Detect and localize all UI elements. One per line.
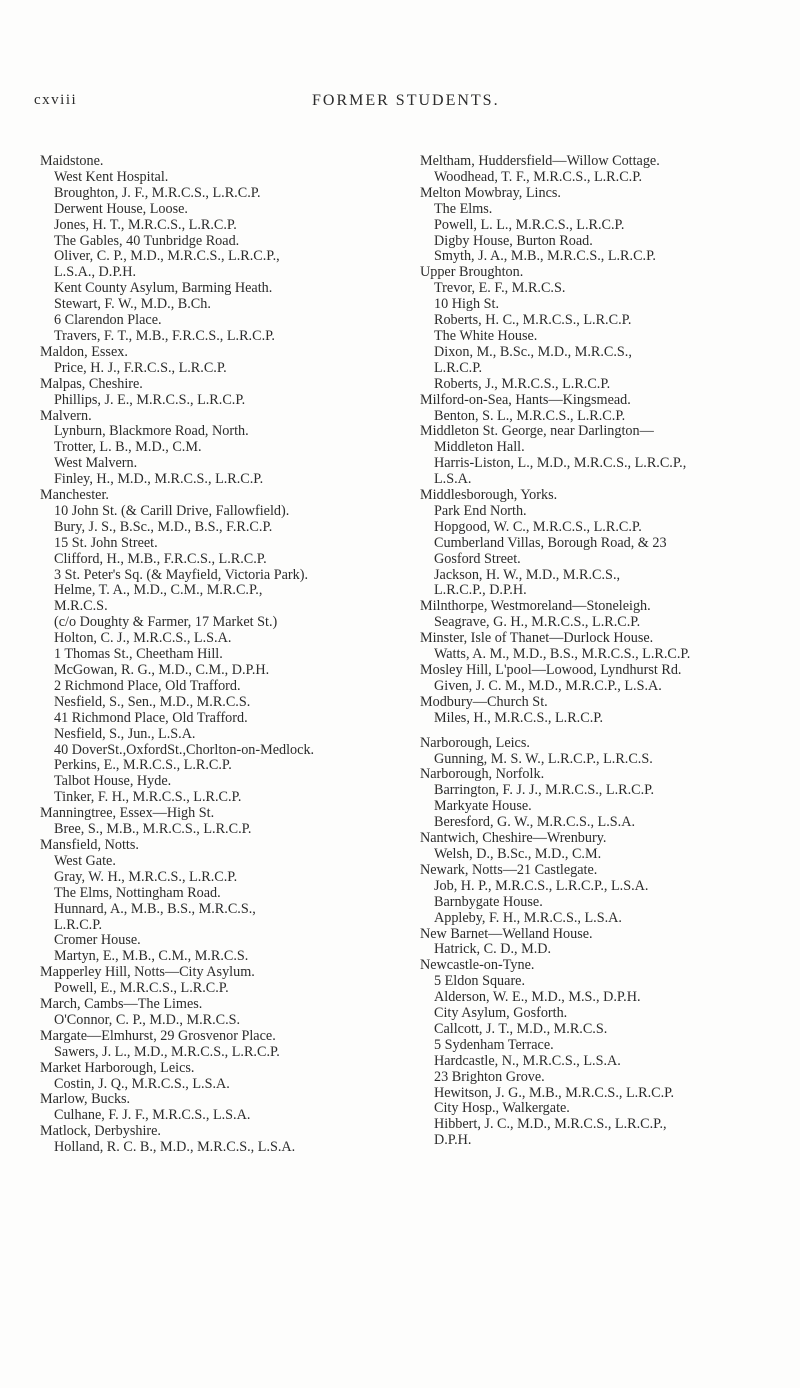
entry-line: 23 Brighton Grove. [434,1068,545,1085]
entry-line: L.R.C.P., D.P.H. [434,582,527,599]
entry-line: Price, H. J., F.R.C.S., L.R.C.P. [54,359,227,376]
place-heading: Meltham, Huddersfield—Willow Cottage. [420,153,660,169]
entry-line: West Kent Hospital. [54,168,169,185]
place-heading: Narborough, Norfolk. [420,766,545,783]
entry-line: Culhane, F. J. F., M.R.C.S., L.S.A. [54,1107,251,1124]
entry-line: Derwent House, Loose. [54,200,188,217]
entry-line: Alderson, W. E., M.D., M.S., D.P.H. [434,989,641,1006]
entry-line: Beresford, G. W., M.R.C.S., L.S.A. [434,814,635,831]
entry-line: L.R.C.P. [54,916,103,933]
entry-line: Holland, R. C. B., M.D., M.R.C.S., L.S.A. [54,1139,296,1156]
entry-line: Tinker, F. H., M.R.C.S., L.R.C.P. [54,789,242,806]
entry-line: The Elms. [434,200,493,217]
entry-line: Callcott, J. T., M.D., M.R.C.S. [434,1020,608,1037]
entry-line: The Gables, 40 Tunbridge Road. [54,232,240,249]
right-column [420,154,782,1149]
place-heading: Middlesborough, Yorks. [420,487,558,504]
entry-line: 3 St. Peter's Sq. (& Mayfield, Victoria Park). [54,566,309,583]
place-heading: Matlock, Derbyshire. [40,1123,161,1140]
entry-line: Welsh, D., B.Sc., M.D., C.M. [434,845,602,862]
entry-line: Hunnard, A., M.B., B.S., M.R.C.S., [54,900,256,917]
entry-line: Job, H. P., M.R.C.S., L.R.C.P., L.S.A. [434,877,649,894]
entry-line: 41 Richmond Place, Old Trafford. [54,709,248,726]
place-heading: Newark, Notts—21 Castlegate. [420,861,598,878]
place-heading: Narborough, Leics. [420,734,530,751]
entry-line: Kent County Asylum, Barming Heath. [54,280,273,297]
entry-line: Cromer House. [54,932,141,949]
entry-line: Hatrick, C. D., M.D. [434,941,552,958]
place-heading: Upper Broughton. [420,264,524,281]
entry-line: Barrington, F. J. J., M.R.C.S., L.R.C.P. [434,782,654,799]
entry-line: Finley, H., M.D., M.R.C.S., L.R.C.P. [54,471,264,488]
entry-line: Martyn, E., M.B., C.M., M.R.C.S. [54,948,249,965]
page-number: cxviii [34,92,78,108]
entry-line: West Malvern. [54,455,138,472]
entry-line: Watts, A. M., M.D., B.S., M.R.C.S., L.R.C.P. [434,646,691,663]
entry-line: Middleton Hall. [434,439,525,456]
place-heading: Malpas, Cheshire. [40,375,143,392]
entry-line: Talbot House, Hyde. [54,773,172,790]
entry-line: Jackson, H. W., M.D., M.R.C.S., [434,566,621,583]
entry-line: 5 Eldon Square. [434,973,526,990]
place-heading: Middleton St. George, near Darlington— [420,423,654,440]
entry-line: Markyate House. [434,798,532,815]
place-heading: Maldon, Essex. [40,343,128,360]
place-heading: Market Harborough, Leics. [40,1059,195,1076]
entry-line: Trevor, E. F., M.R.C.S. [434,280,566,297]
entry-line: Costin, J. Q., M.R.C.S., L.S.A. [54,1075,230,1092]
place-heading: Newcastle-on-Tyne. [420,957,535,974]
entry-line: 2 Richmond Place, Old Trafford. [54,677,241,694]
entry-line: Woodhead, T. F., M.R.C.S., L.R.C.P. [434,168,643,185]
entry-line: City Hosp., Walkergate. [434,1100,570,1117]
entry-line: Gray, W. H., M.R.C.S., L.R.C.P. [54,868,238,885]
entry-line: Broughton, J. F., M.R.C.S., L.R.C.P. [54,184,261,201]
place-heading: March, Cambs—The Limes. [40,996,203,1013]
entry-line: Barnbygate House. [434,893,543,910]
entry-line: O'Connor, C. P., M.D., M.R.C.S. [54,1011,241,1028]
entry-line: 10 High St. [434,296,500,313]
place-heading: Mosley Hill, L'pool—Lowood, Lyndhurst Rd. [420,662,682,678]
entry-line: Park End North. [434,502,527,519]
entry-line: Cumberland Villas, Borough Road, & 23 [434,534,667,551]
entry-line: L.S.A. [434,471,472,488]
entry-line: Roberts, J., M.R.C.S., L.R.C.P. [434,375,611,392]
entry-line: L.R.C.P. [434,359,483,376]
entry-line: Phillips, J. E., M.R.C.S., L.R.C.P. [54,391,246,408]
place-heading: Manchester. [40,487,109,504]
entry-line: The White House. [434,327,538,344]
entry-line: Miles, H., M.R.C.S., L.R.C.P. [434,709,604,726]
entry-line: 6 Clarendon Place. [54,312,162,329]
entry-line: McGowan, R. G., M.D., C.M., D.P.H. [54,662,270,678]
entry-line: Hopgood, W. C., M.R.C.S., L.R.C.P. [434,518,642,535]
entry-line: Appleby, F. H., M.R.C.S., L.S.A. [434,909,622,926]
entry-line: Holton, C. J., M.R.C.S., L.S.A. [54,630,232,647]
entry-line: Lynburn, Blackmore Road, North. [54,423,249,440]
entry-line: Bury, J. S., B.Sc., M.D., B.S., F.R.C.P. [54,518,273,535]
entry-line: Hewitson, J. G., M.B., M.R.C.S., L.R.C.P. [434,1084,675,1101]
place-heading: Modbury—Church St. [420,693,548,710]
entry-line: Hardcastle, N., M.R.C.S., L.S.A. [434,1052,621,1069]
place-heading: Manningtree, Essex—High St. [40,805,215,822]
entry-line: 40 DoverSt.,OxfordSt.,Chorlton-on-Medlock. [54,741,315,758]
entry-line: Digby House, Burton Road. [434,232,593,249]
page-title: FORMER STUDENTS. [312,92,500,109]
place-heading: Melton Mowbray, Lincs. [420,184,561,201]
entry-line: The Elms, Nottingham Road. [54,884,221,901]
place-heading: Minster, Isle of Thanet—Durlock House. [420,630,654,647]
entry-line: West Gate. [54,852,116,869]
entry-line: (c/o Doughty & Farmer, 17 Market St.) [54,614,278,631]
entry-line: Clifford, H., M.B., F.R.C.S., L.R.C.P. [54,550,267,567]
entry-line: L.S.A., D.P.H. [54,264,136,281]
entry-line: Stewart, F. W., M.D., B.Ch. [54,296,211,313]
entry-line: Jones, H. T., M.R.C.S., L.R.C.P. [54,216,237,233]
entry-line: Nesfield, S., Sen., M.D., M.R.C.S. [54,693,251,710]
entry-line: Sawers, J. L., M.D., M.R.C.S., L.R.C.P. [54,1043,280,1060]
entry-line: Perkins, E., M.R.C.S., L.R.C.P. [54,757,232,774]
place-heading: Marlow, Bucks. [40,1091,131,1108]
running-head [34,92,794,116]
entry-line: Smyth, J. A., M.B., M.R.C.S., L.R.C.P. [434,248,656,265]
place-heading: Mansfield, Notts. [40,836,139,853]
entry-line: Given, J. C. M., M.D., M.R.C.P., L.S.A. [434,677,662,694]
entry-line: Powell, E., M.R.C.S., L.R.C.P. [54,980,229,997]
entry-line: Hibbert, J. C., M.D., M.R.C.S., L.R.C.P., [434,1116,667,1133]
entry-line: Benton, S. L., M.R.C.S., L.R.C.P. [434,407,626,424]
entry-line: Seagrave, G. H., M.R.C.S., L.R.C.P. [434,614,641,631]
entry-line: Nesfield, S., Jun., L.S.A. [54,725,196,742]
entry-line: 15 St. John Street. [54,534,158,551]
place-heading: Maidstone. [40,153,104,169]
entry-line: Helme, T. A., M.D., C.M., M.R.C.P., [54,582,263,599]
left-column [40,154,380,1156]
entry-line: Harris-Liston, L., M.D., M.R.C.S., L.R.C.P., [434,455,687,472]
entry-line: Bree, S., M.B., M.R.C.S., L.R.C.P. [54,821,252,838]
entry-line: City Asylum, Gosforth. [434,1005,568,1022]
place-heading: Nantwich, Cheshire—Wrenbury. [420,830,607,847]
entry-line: Trotter, L. B., M.D., C.M. [54,439,202,456]
place-heading: Milford-on-Sea, Hants—Kingsmead. [420,391,631,408]
entry-line: D.P.H. [434,1132,472,1149]
entry-line: 10 John St. (& Carill Drive, Fallowfield). [54,502,290,519]
entry-line: Gosford Street. [434,550,521,567]
entry-line: 5 Sydenham Terrace. [434,1036,554,1053]
place-heading: Margate—Elmhurst, 29 Grosvenor Place. [40,1027,276,1044]
entry-line: Gunning, M. S. W., L.R.C.P., L.R.C.S. [434,750,653,767]
entry-line: Powell, L. L., M.R.C.S., L.R.C.P. [434,216,625,233]
place-heading: Malvern. [40,407,92,424]
entry-line: Roberts, H. C., M.R.C.S., L.R.C.P. [434,312,632,329]
place-heading: Mapperley Hill, Notts—City Asylum. [40,964,255,981]
entry-line: 1 Thomas St., Cheetham Hill. [54,646,223,663]
entry-line: M.R.C.S. [54,598,108,615]
place-heading: New Barnet—Welland House. [420,925,593,942]
entry-line: Dixon, M., B.Sc., M.D., M.R.C.S., [434,343,632,360]
place-heading: Milnthorpe, Westmoreland—Stoneleigh. [420,598,651,615]
entry-line: Travers, F. T., M.B., F.R.C.S., L.R.C.P. [54,327,275,344]
entry-line: Oliver, C. P., M.D., M.R.C.S., L.R.C.P., [54,248,280,265]
